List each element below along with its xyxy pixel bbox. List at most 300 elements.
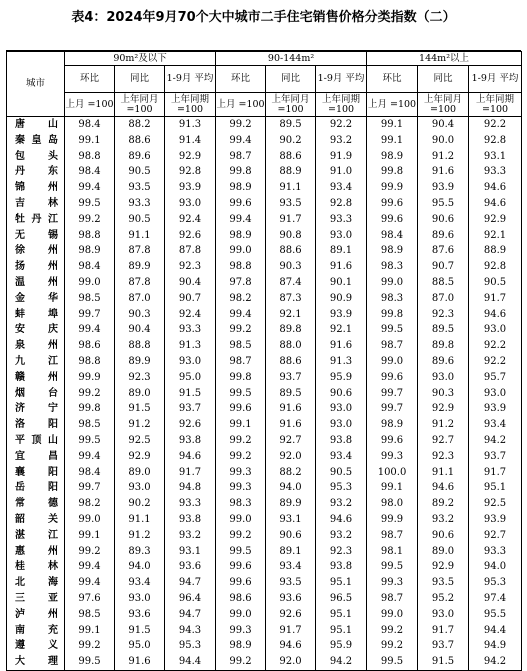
- index-value: 99.0: [367, 275, 418, 291]
- index-value: 98.9: [216, 638, 266, 654]
- index-value: 89.8: [266, 322, 316, 338]
- index-value: 90.8: [266, 228, 316, 244]
- index-value: 94.0: [266, 480, 316, 496]
- index-value: 91.3: [165, 117, 216, 133]
- index-value: 94.6: [469, 196, 522, 212]
- index-value: 98.8: [65, 354, 115, 370]
- index-value: 91.5: [115, 401, 165, 417]
- index-value: 87.6: [418, 243, 469, 259]
- table-row: [7, 180, 522, 196]
- index-value: 98.7: [216, 149, 266, 165]
- index-value: 99.0: [216, 607, 266, 623]
- index-value: 93.6: [115, 607, 165, 623]
- city-name: 泸州: [7, 607, 65, 623]
- index-value: 99.2: [65, 386, 115, 402]
- city-name: 遵义: [7, 638, 65, 654]
- index-value: 99.0: [367, 354, 418, 370]
- city-name: 唐山: [7, 117, 65, 133]
- index-value: 89.6: [115, 149, 165, 165]
- sub-header-yoy: 同比: [418, 66, 469, 93]
- index-value: 98.0: [367, 496, 418, 512]
- index-value: 95.1: [316, 607, 367, 623]
- table-row: [7, 623, 522, 639]
- index-value: 98.4: [65, 465, 115, 481]
- index-value: 99.5: [65, 433, 115, 449]
- index-value: 90.4: [165, 275, 216, 291]
- index-value: 93.9: [165, 180, 216, 196]
- table-row: [7, 544, 522, 560]
- index-value: 93.0: [115, 591, 165, 607]
- city-name: 吉林: [7, 196, 65, 212]
- city-name: 大理: [7, 654, 65, 670]
- index-value: 93.7: [266, 370, 316, 386]
- group-header-medium: 90-144m²: [216, 52, 367, 66]
- index-value: 93.3: [165, 496, 216, 512]
- index-value: 99.4: [65, 575, 115, 591]
- index-value: 89.0: [418, 544, 469, 560]
- index-value: 95.5: [418, 196, 469, 212]
- index-value: 98.5: [65, 417, 115, 433]
- index-value: 90.5: [469, 275, 522, 291]
- index-value: 98.7: [216, 354, 266, 370]
- index-value: 91.5: [115, 623, 165, 639]
- index-value: 93.0: [165, 196, 216, 212]
- index-value: 98.2: [65, 496, 115, 512]
- sub-header-yoy: 同比: [115, 66, 165, 93]
- table-row: [7, 449, 522, 465]
- table-row: [7, 512, 522, 528]
- index-value: 91.2: [418, 417, 469, 433]
- city-name: 三亚: [7, 591, 65, 607]
- index-value: 93.0: [316, 401, 367, 417]
- index-value: 92.3: [418, 449, 469, 465]
- table-row: [7, 370, 522, 386]
- index-value: 91.6: [266, 417, 316, 433]
- index-value: 99.2: [216, 528, 266, 544]
- city-name: 无锡: [7, 228, 65, 244]
- index-value: 99.1: [367, 117, 418, 133]
- index-value: 89.5: [266, 386, 316, 402]
- city-name: 常德: [7, 496, 65, 512]
- index-value: 95.5: [469, 607, 522, 623]
- index-value: 91.1: [115, 228, 165, 244]
- sub-header-mom: 环比: [367, 66, 418, 93]
- index-value: 98.9: [216, 228, 266, 244]
- table-row: [7, 417, 522, 433]
- index-value: 90.4: [418, 117, 469, 133]
- index-value: 88.6: [266, 243, 316, 259]
- index-value: 99.2: [367, 638, 418, 654]
- index-value: 93.0: [316, 417, 367, 433]
- index-value: 93.2: [418, 512, 469, 528]
- index-value: 93.9: [469, 401, 522, 417]
- index-value: 95.1: [316, 623, 367, 639]
- index-value: 95.9: [316, 370, 367, 386]
- index-value: 91.7: [469, 465, 522, 481]
- index-value: 92.6: [266, 607, 316, 623]
- index-value: 93.8: [316, 433, 367, 449]
- index-value: 99.9: [367, 512, 418, 528]
- index-value: 87.0: [418, 291, 469, 307]
- index-value: 90.3: [418, 386, 469, 402]
- index-value: 98.8: [65, 149, 115, 165]
- index-value: 98.7: [367, 338, 418, 354]
- index-value: 93.7: [418, 638, 469, 654]
- index-value: 99.6: [367, 196, 418, 212]
- index-value: 99.2: [216, 433, 266, 449]
- index-value: 93.4: [469, 417, 522, 433]
- city-name: 北海: [7, 575, 65, 591]
- table-row: [7, 133, 522, 149]
- index-value: 92.4: [165, 307, 216, 323]
- index-value: 96.4: [165, 591, 216, 607]
- index-value: 88.2: [266, 465, 316, 481]
- index-value: 91.9: [316, 149, 367, 165]
- base-header-prev-year-month: 上年同月 =100: [418, 93, 469, 117]
- city-name: 丹东: [7, 164, 65, 180]
- table-row: [7, 117, 522, 133]
- index-value: 90.7: [165, 291, 216, 307]
- index-value: 93.0: [165, 354, 216, 370]
- city-name: 温州: [7, 275, 65, 291]
- index-value: 93.3: [469, 544, 522, 560]
- index-value: 99.2: [65, 638, 115, 654]
- base-header-prev-year-month: 上年同月 =100: [115, 93, 165, 117]
- index-value: 90.6: [418, 212, 469, 228]
- index-value: 98.4: [367, 228, 418, 244]
- index-value: 89.0: [115, 465, 165, 481]
- index-value: 99.0: [65, 275, 115, 291]
- index-value: 90.2: [266, 133, 316, 149]
- index-value: 99.5: [367, 654, 418, 670]
- city-name: 桂林: [7, 559, 65, 575]
- index-value: 98.8: [216, 259, 266, 275]
- index-value: 100.0: [367, 465, 418, 481]
- index-value: 91.0: [316, 164, 367, 180]
- index-value: 93.8: [316, 559, 367, 575]
- index-value: 99.6: [367, 212, 418, 228]
- index-value: 94.7: [165, 575, 216, 591]
- index-value: 99.0: [367, 607, 418, 623]
- index-value: 88.9: [469, 243, 522, 259]
- index-value: 95.3: [165, 638, 216, 654]
- index-value: 93.2: [316, 528, 367, 544]
- index-value: 99.1: [367, 480, 418, 496]
- index-value: 94.6: [469, 180, 522, 196]
- index-value: 99.1: [216, 417, 266, 433]
- index-value: 88.9: [266, 164, 316, 180]
- index-value: 92.1: [316, 322, 367, 338]
- group-header-large: 144m²以上: [367, 52, 522, 66]
- index-value: 91.6: [266, 401, 316, 417]
- index-value: 99.3: [367, 575, 418, 591]
- sub-header-avg: 1-9月 平均: [316, 66, 367, 93]
- index-value: 93.7: [469, 449, 522, 465]
- index-value: 93.0: [418, 607, 469, 623]
- index-value: 90.4: [115, 322, 165, 338]
- city-name: 泉州: [7, 338, 65, 354]
- table-row: [7, 212, 522, 228]
- index-value: 94.4: [469, 623, 522, 639]
- index-value: 98.9: [367, 149, 418, 165]
- index-value: 99.3: [216, 623, 266, 639]
- city-name: 锦州: [7, 180, 65, 196]
- index-value: 98.7: [367, 591, 418, 607]
- index-value: 91.2: [418, 149, 469, 165]
- index-value: 99.3: [216, 480, 266, 496]
- index-value: 93.3: [316, 212, 367, 228]
- table-row: [7, 322, 522, 338]
- index-value: 90.5: [316, 465, 367, 481]
- index-value: 99.0: [216, 243, 266, 259]
- index-value: 90.6: [418, 528, 469, 544]
- index-value: 93.3: [469, 164, 522, 180]
- index-value: 93.4: [266, 559, 316, 575]
- index-value: 99.2: [216, 117, 266, 133]
- index-value: 92.3: [316, 544, 367, 560]
- city-name: 九江: [7, 354, 65, 370]
- index-value: 98.3: [367, 291, 418, 307]
- city-name: 惠州: [7, 544, 65, 560]
- index-value: 99.0: [65, 512, 115, 528]
- base-header-prev-year-period: 上年同期 =100: [469, 93, 522, 117]
- index-value: 93.7: [165, 401, 216, 417]
- city-name: 金华: [7, 291, 65, 307]
- index-value: 92.2: [469, 354, 522, 370]
- table-row: [7, 638, 522, 654]
- city-header: 城市: [7, 52, 65, 117]
- index-value: 92.6: [165, 228, 216, 244]
- index-value: 94.8: [165, 480, 216, 496]
- index-value: 94.6: [316, 512, 367, 528]
- table-row: [7, 307, 522, 323]
- index-value: 94.0: [115, 559, 165, 575]
- index-value: 95.3: [316, 480, 367, 496]
- index-value: 95.1: [469, 480, 522, 496]
- index-value: 94.4: [165, 654, 216, 670]
- index-value: 99.2: [216, 449, 266, 465]
- index-value: 90.3: [266, 259, 316, 275]
- index-value: 93.2: [165, 528, 216, 544]
- index-value: 93.0: [469, 386, 522, 402]
- table-row: [7, 575, 522, 591]
- index-value: 93.1: [469, 149, 522, 165]
- index-value: 89.9: [115, 354, 165, 370]
- index-value: 93.9: [469, 512, 522, 528]
- index-value: 99.4: [216, 133, 266, 149]
- group-header-small: 90m²及以下: [65, 52, 216, 66]
- index-value: 90.6: [316, 386, 367, 402]
- index-value: 93.4: [316, 449, 367, 465]
- index-value: 99.3: [216, 465, 266, 481]
- index-value: 99.1: [65, 623, 115, 639]
- index-value: 90.3: [115, 307, 165, 323]
- city-name: 牡丹江: [7, 212, 65, 228]
- index-value: 94.6: [266, 638, 316, 654]
- index-value: 92.8: [316, 196, 367, 212]
- index-value: 93.4: [316, 180, 367, 196]
- index-value: 89.9: [115, 259, 165, 275]
- index-value: 92.2: [316, 117, 367, 133]
- city-name: 襄阳: [7, 465, 65, 481]
- price-index-table: [6, 51, 522, 671]
- index-value: 92.8: [469, 133, 522, 149]
- index-value: 93.6: [266, 591, 316, 607]
- index-value: 93.5: [266, 196, 316, 212]
- index-value: 90.0: [418, 133, 469, 149]
- index-value: 92.6: [165, 417, 216, 433]
- index-value: 99.7: [367, 401, 418, 417]
- index-value: 98.5: [216, 338, 266, 354]
- index-value: 96.5: [316, 591, 367, 607]
- index-value: 94.7: [165, 607, 216, 623]
- table-row: [7, 401, 522, 417]
- base-header-prev-month: 上月 =100: [216, 93, 266, 117]
- index-value: 99.8: [216, 370, 266, 386]
- index-value: 92.7: [418, 433, 469, 449]
- index-value: 93.0: [418, 370, 469, 386]
- index-value: 92.9: [418, 401, 469, 417]
- index-value: 99.2: [65, 212, 115, 228]
- index-value: 93.5: [418, 575, 469, 591]
- index-value: 94.6: [165, 449, 216, 465]
- index-value: 90.6: [266, 528, 316, 544]
- index-value: 87.8: [115, 243, 165, 259]
- index-value: 99.7: [65, 480, 115, 496]
- table-row: [7, 259, 522, 275]
- index-value: 93.8: [165, 512, 216, 528]
- index-value: 87.4: [266, 275, 316, 291]
- index-value: 98.4: [65, 117, 115, 133]
- index-value: 91.6: [115, 654, 165, 670]
- index-value: 91.6: [316, 338, 367, 354]
- index-value: 97.6: [65, 591, 115, 607]
- index-value: 89.8: [418, 338, 469, 354]
- index-value: 91.6: [418, 164, 469, 180]
- index-value: 99.8: [367, 307, 418, 323]
- index-value: 99.6: [367, 370, 418, 386]
- index-value: 91.7: [165, 465, 216, 481]
- index-value: 99.6: [216, 575, 266, 591]
- base-header-prev-month: 上月 =100: [367, 93, 418, 117]
- index-value: 92.9: [418, 559, 469, 575]
- index-value: 92.0: [266, 654, 316, 670]
- index-value: 95.2: [418, 591, 469, 607]
- index-value: 94.6: [469, 307, 522, 323]
- index-value: 98.9: [65, 243, 115, 259]
- index-value: 95.7: [469, 370, 522, 386]
- index-value: 92.2: [469, 338, 522, 354]
- index-value: 98.7: [367, 528, 418, 544]
- index-value: 98.9: [367, 243, 418, 259]
- index-value: 90.1: [316, 275, 367, 291]
- index-value: 99.5: [216, 386, 266, 402]
- index-value: 89.9: [266, 496, 316, 512]
- index-value: 91.2: [115, 528, 165, 544]
- table-row: [7, 591, 522, 607]
- index-value: 91.5: [165, 386, 216, 402]
- index-value: 89.3: [115, 544, 165, 560]
- index-value: 99.9: [367, 180, 418, 196]
- index-value: 92.2: [469, 117, 522, 133]
- city-name: 岳阳: [7, 480, 65, 496]
- index-value: 87.8: [115, 275, 165, 291]
- index-value: 89.2: [418, 496, 469, 512]
- index-value: 99.7: [367, 386, 418, 402]
- index-value: 92.3: [115, 370, 165, 386]
- index-value: 95.0: [165, 370, 216, 386]
- index-value: 98.3: [216, 496, 266, 512]
- index-value: 90.5: [115, 212, 165, 228]
- city-name: 平顶山: [7, 433, 65, 449]
- index-value: 93.0: [316, 228, 367, 244]
- table-row: [7, 386, 522, 402]
- index-value: 93.6: [165, 559, 216, 575]
- index-value: 99.4: [65, 180, 115, 196]
- index-value: 97.8: [216, 275, 266, 291]
- index-value: 92.4: [165, 212, 216, 228]
- table-row: [7, 528, 522, 544]
- index-value: 92.1: [266, 307, 316, 323]
- index-value: 98.5: [65, 607, 115, 623]
- index-value: 93.1: [165, 544, 216, 560]
- index-value: 93.5: [115, 180, 165, 196]
- index-value: 94.9: [469, 638, 522, 654]
- index-value: 99.5: [216, 544, 266, 560]
- index-value: 91.1: [266, 180, 316, 196]
- index-value: 99.9: [65, 370, 115, 386]
- index-value: 87.3: [266, 291, 316, 307]
- index-value: 91.7: [418, 623, 469, 639]
- index-value: 93.5: [266, 575, 316, 591]
- index-value: 90.5: [115, 164, 165, 180]
- table-row: [7, 228, 522, 244]
- index-value: 93.3: [115, 196, 165, 212]
- index-value: 98.5: [65, 291, 115, 307]
- index-value: 95.0: [115, 638, 165, 654]
- index-value: 99.2: [216, 654, 266, 670]
- index-value: 99.8: [367, 164, 418, 180]
- index-value: 93.2: [316, 496, 367, 512]
- table-row: [7, 496, 522, 512]
- index-value: 92.1: [469, 228, 522, 244]
- city-name: 徐州: [7, 243, 65, 259]
- index-value: 98.2: [216, 291, 266, 307]
- index-value: 92.5: [469, 496, 522, 512]
- table-row: [7, 243, 522, 259]
- index-value: 98.4: [65, 164, 115, 180]
- index-value: 99.4: [216, 212, 266, 228]
- index-value: 93.0: [469, 322, 522, 338]
- table-row: [7, 354, 522, 370]
- index-value: 99.4: [65, 449, 115, 465]
- index-value: 98.9: [367, 417, 418, 433]
- city-name: 秦皇岛: [7, 133, 65, 149]
- index-value: 88.8: [115, 338, 165, 354]
- table-row: [7, 465, 522, 481]
- city-name: 扬州: [7, 259, 65, 275]
- sub-header-avg: 1-9月 平均: [165, 66, 216, 93]
- index-value: 91.7: [266, 212, 316, 228]
- index-value: 93.9: [418, 180, 469, 196]
- index-value: 91.3: [165, 338, 216, 354]
- index-value: 90.2: [115, 496, 165, 512]
- base-header-prev-year-month: 上年同月 =100: [266, 93, 316, 117]
- table-row: [7, 149, 522, 165]
- index-value: 92.3: [165, 259, 216, 275]
- index-value: 92.0: [266, 449, 316, 465]
- index-value: 93.0: [115, 480, 165, 496]
